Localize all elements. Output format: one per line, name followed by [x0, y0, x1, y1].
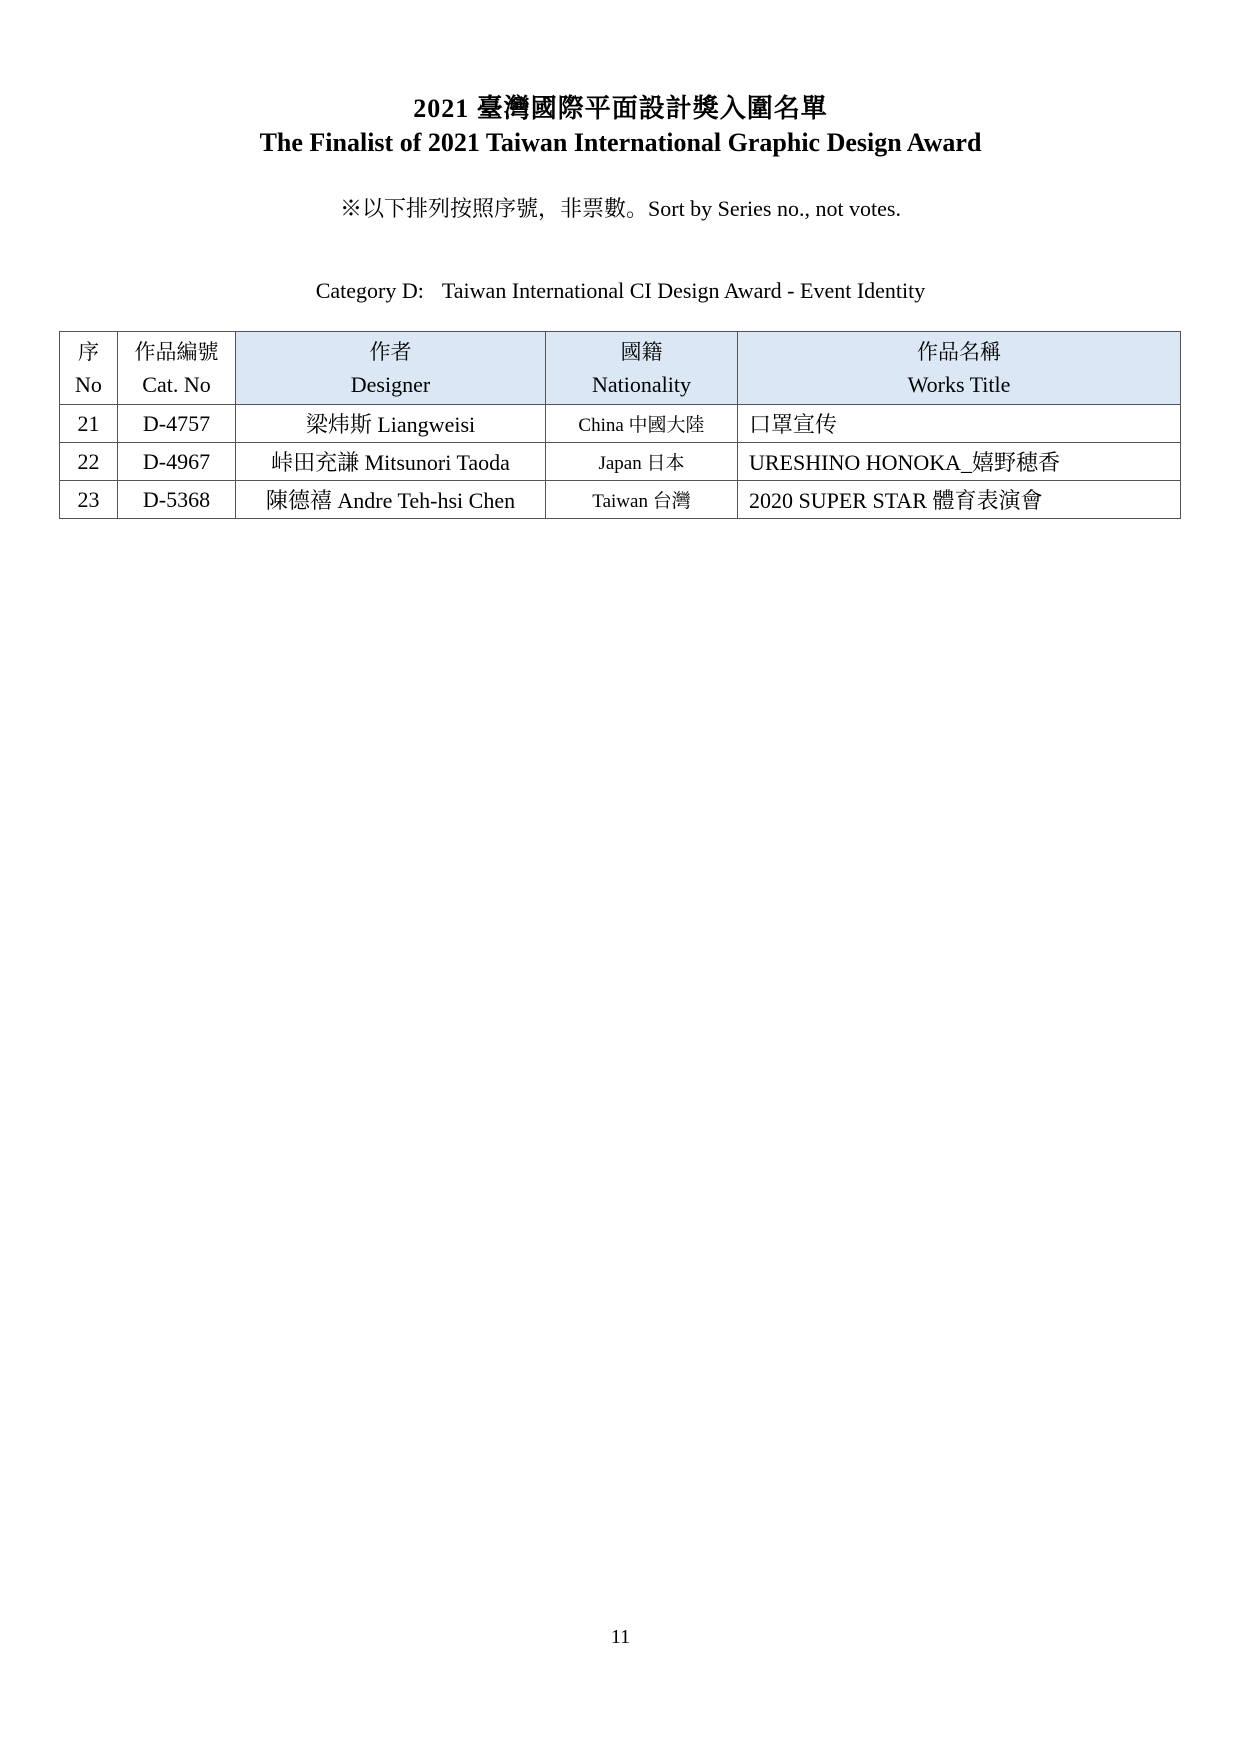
category-label: Category D: — [315, 278, 424, 303]
column-header-zh: 作品名稱 — [917, 340, 1001, 364]
cell-no: 23 — [60, 481, 118, 519]
column-header-nationality — [546, 332, 738, 405]
column-header-en: Designer — [350, 372, 431, 397]
cell-works-title: 口罩宣传 — [738, 405, 1181, 443]
cell-cat-no: D-4967 — [118, 443, 236, 481]
cell-nationality: Taiwan 台灣 — [546, 481, 738, 519]
table-row — [60, 481, 1181, 519]
cell-designer: 梁炜斯 Liangweisi — [236, 405, 546, 443]
column-header-en: Nationality — [592, 372, 691, 397]
page-title-chinese: 2021 臺灣國際平面設計獎入圍名單 — [413, 94, 828, 123]
column-header-designer — [236, 332, 546, 405]
table-header-row — [60, 332, 1181, 405]
cell-designer: 陳德禧 Andre Teh-hsi Chen — [236, 481, 546, 519]
finalist-table — [59, 331, 1181, 519]
sort-note: ※以下排列按照序號，非票數。Sort by Series no., not votes. — [340, 196, 901, 221]
column-header-works-title — [738, 332, 1181, 405]
cell-no: 21 — [60, 405, 118, 443]
column-header-zh: 國籍 — [620, 340, 663, 364]
category-heading — [0, 278, 1241, 304]
cell-cat-no: D-4757 — [118, 405, 236, 443]
column-header-cat-no — [118, 332, 236, 405]
column-header-no — [60, 332, 118, 405]
cell-works-title: 2020 SUPER STAR 體育表演會 — [738, 481, 1181, 519]
cell-no: 22 — [60, 443, 118, 481]
cell-cat-no: D-5368 — [118, 481, 236, 519]
category-name: Taiwan International CI Design Award - Event Identity — [441, 278, 926, 303]
page-number: 11 — [610, 1626, 631, 1648]
column-header-en: Cat. No — [142, 372, 211, 397]
cell-nationality: Japan 日本 — [546, 443, 738, 481]
column-header-en: Works Title — [907, 372, 1011, 397]
column-header-en: No — [75, 372, 102, 397]
cell-nationality: China 中國大陸 — [546, 405, 738, 443]
column-header-zh: 序 — [78, 340, 99, 364]
column-header-zh: 作品編號 — [134, 340, 219, 364]
table-row — [60, 443, 1181, 481]
cell-designer: 峠田充謙 Mitsunori Taoda — [236, 443, 546, 481]
table-row — [60, 405, 1181, 443]
column-header-zh: 作者 — [369, 340, 412, 364]
page-title-english: The Finalist of 2021 Taiwan International Graphic Design Award — [259, 128, 982, 157]
cell-works-title: URESHINO HONOKA_嬉野穂香 — [738, 443, 1181, 481]
